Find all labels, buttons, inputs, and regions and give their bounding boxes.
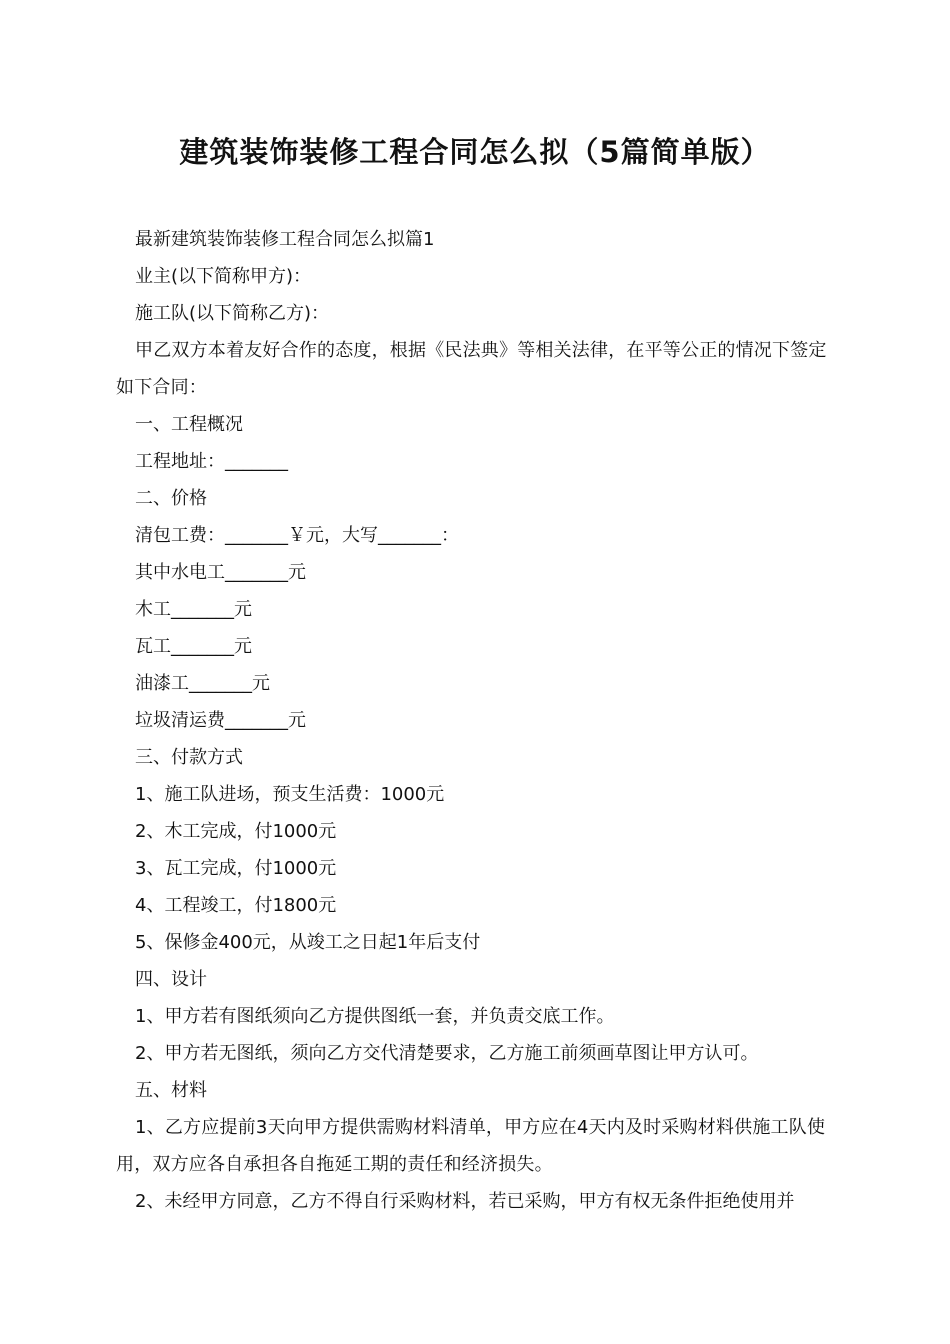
design-item-2: 2、甲方若无图纸，须向乙方交代清楚要求，乙方施工前须画草图让甲方认可。 <box>135 1043 759 1064</box>
payment-item-2: 2、木工完成，付1000元 <box>135 821 337 842</box>
section-heading-design: 四、设计 <box>135 969 207 990</box>
paragraph-preamble: 甲乙双方本着友好合作的态度，根据《民法典》等相关法律，在平等公正的情况下签定如下合同： <box>116 340 827 398</box>
paragraph-plumbing-electrical-fee: 其中水电工_______元 <box>135 562 306 583</box>
payment-item-3: 3、瓦工完成，付1000元 <box>135 858 337 879</box>
section-heading-overview: 一、工程概况 <box>135 414 243 435</box>
payment-item-5: 5、保修金400元，从竣工之日起1年后支付 <box>135 932 481 953</box>
paragraph-heading-article-1: 最新建筑装饰装修工程合同怎么拟篇1 <box>135 229 435 250</box>
materials-item-1: 1、乙方应提前3天向甲方提供需购材料清单，甲方应在4天内及时采购材料供施工队使用，双方应各自承担各自拖延工期的责任和经济损失。 <box>116 1117 826 1175</box>
paragraph-project-address: 工程地址：_______ <box>135 451 288 472</box>
document-body <box>116 221 838 1220</box>
paragraph-waste-removal-fee: 垃圾清运费_______元 <box>135 710 306 731</box>
section-heading-price: 二、价格 <box>135 488 207 509</box>
section-heading-materials: 五、材料 <box>135 1080 207 1101</box>
payment-item-4: 4、工程竣工，付1800元 <box>135 895 337 916</box>
paragraph-carpentry-fee: 木工_______元 <box>135 599 252 620</box>
paragraph-tiling-fee: 瓦工_______元 <box>135 636 252 657</box>
payment-item-1: 1、施工队进场，预支生活费：1000元 <box>135 784 445 805</box>
paragraph-labor-fee: 清包工费：_______￥元，大写_______： <box>135 525 459 546</box>
paragraph-party-a: 业主(以下简称甲方)： <box>135 266 312 287</box>
document-title: 建筑装饰装修工程合同怎么拟（5篇简单版） <box>179 135 771 169</box>
paragraph-painting-fee: 油漆工_______元 <box>135 673 270 694</box>
section-heading-payment: 三、付款方式 <box>135 747 243 768</box>
design-item-1: 1、甲方若有图纸须向乙方提供图纸一套，并负责交底工作。 <box>135 1006 615 1027</box>
paragraph-party-b: 施工队(以下简称乙方)： <box>135 303 330 324</box>
materials-item-2: 2、未经甲方同意，乙方不得自行采购材料，若已采购，甲方有权无条件拒绝使用并 <box>135 1191 795 1212</box>
